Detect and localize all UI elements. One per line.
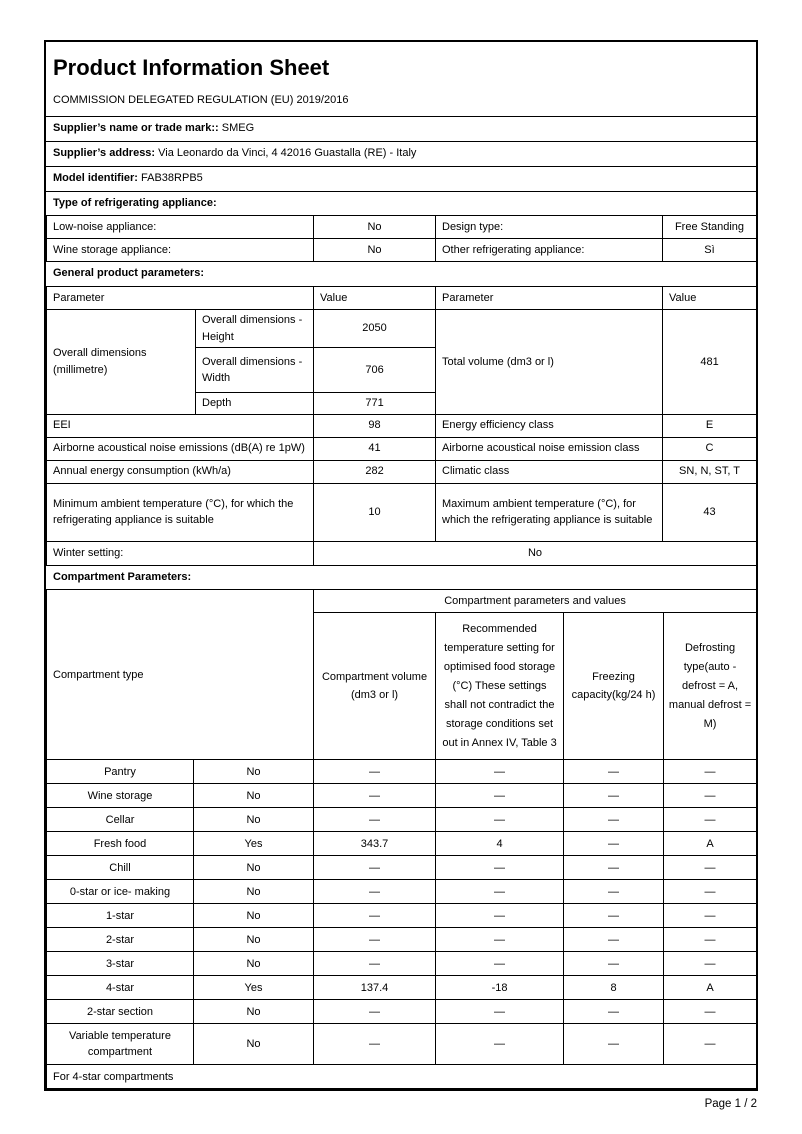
volume-cell: 137.4 bbox=[314, 976, 436, 1000]
compartment-row bbox=[47, 1024, 757, 1065]
present-cell: No bbox=[194, 880, 314, 904]
page-title: Product Information Sheet bbox=[53, 55, 330, 80]
value-cell: 2050 bbox=[314, 310, 436, 348]
value-cell: 98 bbox=[314, 414, 436, 437]
compartment-row bbox=[47, 856, 757, 880]
param-cell: EEI bbox=[47, 414, 314, 437]
value-cell: Sì bbox=[663, 239, 757, 262]
model-identifier-row bbox=[46, 167, 756, 192]
volume-cell: — bbox=[314, 928, 436, 952]
supplier-address-label: Supplier’s address: bbox=[53, 147, 156, 160]
param-cell: Overall dimensions - Width bbox=[196, 348, 314, 393]
present-cell: No bbox=[194, 928, 314, 952]
four-star-footer-row bbox=[47, 1065, 757, 1089]
volume-cell: — bbox=[314, 808, 436, 832]
freezing-cell: — bbox=[564, 952, 664, 976]
volume-cell: — bbox=[314, 760, 436, 784]
defrosting-cell: A bbox=[664, 832, 757, 856]
compartment-row bbox=[47, 976, 757, 1000]
param-cell: Overall dimensions (millimetre) bbox=[47, 310, 196, 415]
compartment-row bbox=[47, 832, 757, 856]
volume-cell: — bbox=[314, 1000, 436, 1024]
value-cell: 10 bbox=[314, 483, 436, 541]
param-cell: Climatic class bbox=[436, 460, 663, 483]
volume-cell: — bbox=[314, 904, 436, 928]
value-cell: No bbox=[314, 239, 436, 262]
column-header: Value bbox=[314, 287, 436, 310]
present-cell: No bbox=[194, 808, 314, 832]
general-section-header: General product parameters: bbox=[46, 262, 756, 287]
param-cell: Airborne acoustical noise emissions (dB(A) re 1pW) bbox=[47, 437, 314, 460]
defrosting-cell: — bbox=[664, 1024, 757, 1065]
defrosting-cell: A bbox=[664, 976, 757, 1000]
temperature-cell: — bbox=[436, 1024, 564, 1065]
table-row bbox=[47, 414, 757, 437]
value-cell: 41 bbox=[314, 437, 436, 460]
present-cell: No bbox=[194, 1024, 314, 1065]
temperature-cell: — bbox=[436, 928, 564, 952]
present-cell: No bbox=[194, 784, 314, 808]
defrosting-cell: — bbox=[664, 1000, 757, 1024]
supplier-name-label: Supplier’s name or trade mark:: bbox=[53, 122, 219, 135]
freezing-cell: — bbox=[564, 904, 664, 928]
value-cell: Free Standing bbox=[663, 216, 757, 239]
supplier-address-value: Via Leonardo da Vinci, 4 42016 Guastalla (RE) - Italy bbox=[158, 147, 417, 160]
column-header-row bbox=[47, 287, 757, 310]
param-cell: Overall dimensions - Height bbox=[196, 310, 314, 348]
compartment-row bbox=[47, 808, 757, 832]
compartment-section-header: Compartment Parameters: bbox=[46, 566, 756, 591]
temperature-cell: — bbox=[436, 856, 564, 880]
four-star-footer: For 4-star compartments bbox=[47, 1065, 757, 1089]
present-cell: No bbox=[194, 1000, 314, 1024]
column-header-defrosting: Defrosting type(auto - defrost = A, manual defrost = M) bbox=[664, 613, 757, 760]
defrosting-cell: — bbox=[664, 784, 757, 808]
value-cell: 282 bbox=[314, 460, 436, 483]
value-cell: 771 bbox=[314, 393, 436, 415]
winter-setting-row bbox=[47, 541, 757, 565]
compartment-row bbox=[47, 904, 757, 928]
compartment-table bbox=[46, 589, 757, 1089]
supplier-name-row bbox=[46, 117, 756, 142]
param-cell: Energy efficiency class bbox=[436, 414, 663, 437]
temperature-cell: — bbox=[436, 760, 564, 784]
param-cell: Depth bbox=[196, 393, 314, 415]
present-cell: Yes bbox=[194, 832, 314, 856]
column-header-temperature: Recommended temperature setting for optimised food storage (°C) These settings shall not contradict the storage conditions set out in Annex IV, Table 3 bbox=[436, 613, 564, 760]
compartment-type-cell: 4-star bbox=[47, 976, 194, 1000]
param-cell: Wine storage appliance: bbox=[47, 239, 314, 262]
freezing-cell: — bbox=[564, 832, 664, 856]
defrosting-cell: — bbox=[664, 952, 757, 976]
table-row bbox=[47, 437, 757, 460]
compartment-type-cell: 2-star section bbox=[47, 1000, 194, 1024]
model-identifier-label: Model identifier: bbox=[53, 171, 138, 184]
value-cell: No bbox=[314, 541, 757, 565]
param-cell: Other refrigerating appliance: bbox=[436, 239, 663, 262]
compartment-row bbox=[47, 880, 757, 904]
compartment-type-cell: 3-star bbox=[47, 952, 194, 976]
table-row bbox=[47, 216, 757, 239]
compartment-type-cell: Chill bbox=[47, 856, 194, 880]
param-cell: Total volume (dm3 or l) bbox=[436, 310, 663, 415]
compartment-row bbox=[47, 928, 757, 952]
freezing-cell: — bbox=[564, 1000, 664, 1024]
value-cell: C bbox=[663, 437, 757, 460]
general-table bbox=[46, 286, 757, 566]
volume-cell: 343.7 bbox=[314, 832, 436, 856]
product-info-sheet bbox=[44, 40, 758, 1091]
table-row bbox=[47, 483, 757, 541]
compartment-type-cell: 0-star or ice- making bbox=[47, 880, 194, 904]
compartment-row bbox=[47, 784, 757, 808]
compartment-type-cell: 1-star bbox=[47, 904, 194, 928]
freezing-cell: — bbox=[564, 856, 664, 880]
compartment-row bbox=[47, 1000, 757, 1024]
column-header: Parameter bbox=[47, 287, 314, 310]
temperature-cell: — bbox=[436, 808, 564, 832]
defrosting-cell: — bbox=[664, 904, 757, 928]
param-cell: Minimum ambient temperature (°C), for which the refrigerating appliance is suitable bbox=[47, 483, 314, 541]
value-cell: 706 bbox=[314, 348, 436, 393]
type-section-header: Type of refrigerating appliance: bbox=[46, 192, 756, 217]
freezing-cell: — bbox=[564, 760, 664, 784]
table-row bbox=[47, 310, 757, 348]
supplier-address-row bbox=[46, 142, 756, 167]
temperature-cell: — bbox=[436, 880, 564, 904]
group-header: Compartment parameters and values bbox=[314, 590, 757, 613]
param-cell: Winter setting: bbox=[47, 541, 314, 565]
temperature-cell: 4 bbox=[436, 832, 564, 856]
column-header-volume: Compartment volume (dm3 or l) bbox=[314, 613, 436, 760]
value-cell: SN, N, ST, T bbox=[663, 460, 757, 483]
title-block bbox=[46, 42, 756, 117]
group-header-row bbox=[47, 590, 757, 613]
compartment-type-cell: Cellar bbox=[47, 808, 194, 832]
compartment-type-cell: Variable temperature compartment bbox=[47, 1024, 194, 1065]
compartment-type-cell: Fresh food bbox=[47, 832, 194, 856]
volume-cell: — bbox=[314, 1024, 436, 1065]
type-table bbox=[46, 215, 757, 262]
value-cell: E bbox=[663, 414, 757, 437]
temperature-cell: — bbox=[436, 952, 564, 976]
volume-cell: — bbox=[314, 784, 436, 808]
param-cell: Maximum ambient temperature (°C), for which the refrigerating appliance is suitable bbox=[436, 483, 663, 541]
freezing-cell: — bbox=[564, 1024, 664, 1065]
model-identifier-value: FAB38RPB5 bbox=[141, 171, 203, 184]
compartment-row bbox=[47, 760, 757, 784]
present-cell: No bbox=[194, 856, 314, 880]
defrosting-cell: — bbox=[664, 856, 757, 880]
freezing-cell: 8 bbox=[564, 976, 664, 1000]
table-row bbox=[47, 460, 757, 483]
temperature-cell: — bbox=[436, 1000, 564, 1024]
column-header-freezing: Freezing capacity(kg/24 h) bbox=[564, 613, 664, 760]
volume-cell: — bbox=[314, 880, 436, 904]
param-cell: Airborne acoustical noise emission class bbox=[436, 437, 663, 460]
temperature-cell: — bbox=[436, 784, 564, 808]
freezing-cell: — bbox=[564, 808, 664, 832]
temperature-cell: -18 bbox=[436, 976, 564, 1000]
regulation-subtitle: COMMISSION DELEGATED REGULATION (EU) 2019/2016 bbox=[53, 94, 349, 107]
compartment-type-header: Compartment type bbox=[47, 590, 314, 760]
volume-cell: — bbox=[314, 952, 436, 976]
page-number: Page 1 / 2 bbox=[704, 1098, 757, 1110]
freezing-cell: — bbox=[564, 784, 664, 808]
param-cell: Low-noise appliance: bbox=[47, 216, 314, 239]
table-row bbox=[47, 239, 757, 262]
present-cell: No bbox=[194, 904, 314, 928]
compartment-type-cell: 2-star bbox=[47, 928, 194, 952]
freezing-cell: — bbox=[564, 880, 664, 904]
defrosting-cell: — bbox=[664, 808, 757, 832]
present-cell: Yes bbox=[194, 976, 314, 1000]
param-cell: Design type: bbox=[436, 216, 663, 239]
compartment-row bbox=[47, 952, 757, 976]
present-cell: No bbox=[194, 952, 314, 976]
supplier-name-value: SMEG bbox=[221, 122, 255, 135]
value-cell: 43 bbox=[663, 483, 757, 541]
present-cell: No bbox=[194, 760, 314, 784]
column-header: Parameter bbox=[436, 287, 663, 310]
freezing-cell: — bbox=[564, 928, 664, 952]
param-cell: Annual energy consumption (kWh/a) bbox=[47, 460, 314, 483]
defrosting-cell: — bbox=[664, 880, 757, 904]
compartment-type-cell: Pantry bbox=[47, 760, 194, 784]
volume-cell: — bbox=[314, 856, 436, 880]
defrosting-cell: — bbox=[664, 760, 757, 784]
defrosting-cell: — bbox=[664, 928, 757, 952]
value-cell: No bbox=[314, 216, 436, 239]
value-cell: 481 bbox=[663, 310, 757, 415]
column-header: Value bbox=[663, 287, 757, 310]
temperature-cell: — bbox=[436, 904, 564, 928]
compartment-type-cell: Wine storage bbox=[47, 784, 194, 808]
